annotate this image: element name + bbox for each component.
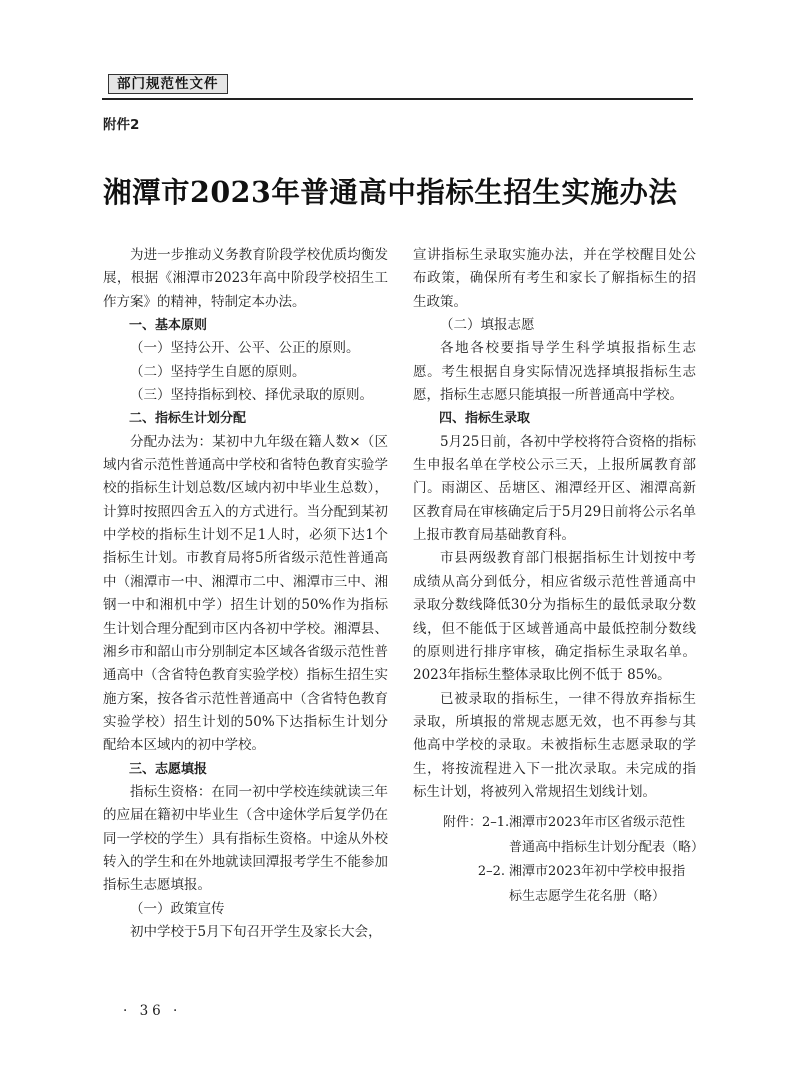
principle-item: （一）坚持公开、公平、公正的原则。 xyxy=(130,340,360,357)
allocation-paragraph: 分配办法为：某初中九年级在籍人数×（区域内省示范性普通高中学校和省特色教育实验学校的指标生计划总数/区域内初中毕业生总数），计算时按照四舍五入的方式进行。当分配到某初中学校的指标生计划不足1人时，必须下达1个指标生计划。市教育局将5所省级示范性普通高中（湘潭市一中、湘潭市二中、湘潭市三中、湘钢一中和湘机中学）招生计划的50%作为指标生计划合理分配到市区内各初中学校。湘潭县、湘乡市和韶山市分别制定本区域各省级示范性普通高中（含省特色教育实验学校）指标生招生实施方案，按各省示范性普通高中（含省特色教育实验学校）招生计划的50%下达指标生计划分配给本区域内的初中学校。 xyxy=(103,433,388,754)
admission-paragraph: 市县两级教育部门根据指标生计划按中考成绩从高分到低分，相应省级示范性普通高中录取分数线降低30分为指标生的最低录取分数线，但不能低于区域普通高中最低控制分数线的原则进行排序审核，确定指标生录取名单。2023年指标生整体录取比例不低于 85%。 xyxy=(413,550,696,684)
section-tag: 部门规范性文件 xyxy=(108,74,228,94)
intro-paragraph: 为进一步推动义务教育阶段学校优质均衡发展，根据《湘潭市2023年高中阶段学校招生工作方案》的精神，特制定本办法。 xyxy=(103,247,388,310)
subheading-publicity: （一）政策宣传 xyxy=(130,900,225,917)
appendix-list xyxy=(443,811,705,909)
section-heading-principles: 一、基本原则 xyxy=(129,318,208,334)
appendix-number: 附件：2–1. xyxy=(443,815,510,830)
left-column xyxy=(103,244,388,944)
principle-item: （二）坚持学生自愿的原则。 xyxy=(130,363,306,380)
admission-paragraph: 5月25日前，各初中学校将符合资格的指标生申报名单在学校公示三天，上报所属教育部门。雨湖区、岳塘区、湘潭经开区、湘潭高新区教育局在审核确定后于5月29日前将公示名单上报市教育局基础教育科。 xyxy=(413,433,696,544)
fill-application-paragraph: 各地各校要指导学生科学填报指标生志愿。考生根据自身实际情况选择填报指标生志愿，指标生志愿只能填报一所普通高中学校。 xyxy=(413,340,696,404)
publicity-paragraph-continued: 宣讲指标生录取实施办法，并在学校醒目处公布政策，确保所有考生和家长了解指标生的招生政策。 xyxy=(413,247,696,310)
section-heading-admission: 四、指标生录取 xyxy=(439,411,531,427)
document-title: 湘潭市2023年普通高中指标生招生实施办法 xyxy=(103,175,678,209)
subheading-fill-application: （二）填报志愿 xyxy=(440,317,535,334)
section-heading-application: 三、志愿填报 xyxy=(129,761,208,777)
appendix-title: 湘潭市2023年初中学校申报指标生志愿学生花名册（略） xyxy=(509,864,686,904)
admission-paragraph: 已被录取的指标生，一律不得放弃指标生录取，所填报的常规志愿无效，也不再参与其他高中学校的录取。未被指标生志愿录取的学生，将按流程进入下一批次录取。未完成的指标生计划，将被列入常规招生划线计划。 xyxy=(413,690,696,800)
attachment-label: 附件2 xyxy=(103,117,140,133)
section-heading-allocation: 二、指标生计划分配 xyxy=(129,411,247,427)
appendix-number: 2–2. xyxy=(477,864,505,879)
appendix-item xyxy=(443,811,705,860)
header-rule xyxy=(102,98,693,100)
principle-item: （三）坚持指标到校、择优录取的原则。 xyxy=(130,387,373,404)
right-column xyxy=(413,244,696,804)
appendix-title: 湘潭市2023年市区省级示范性普通高中指标生计划分配表（略） xyxy=(509,815,705,855)
page-number: · 36 · xyxy=(123,1003,182,1019)
eligibility-paragraph: 指标生资格：在同一初中学校连续就读三年的应届在籍初中毕业生（含中途休学后复学仍在同一学校的学生）具有指标生资格。中途从外校转入的学生和在外地就读回潭报考学生不能参加指标生志愿填报。 xyxy=(103,783,388,894)
publicity-paragraph: 初中学校于5月下旬召开学生及家长大会， xyxy=(130,923,382,940)
appendix-item xyxy=(443,860,698,909)
